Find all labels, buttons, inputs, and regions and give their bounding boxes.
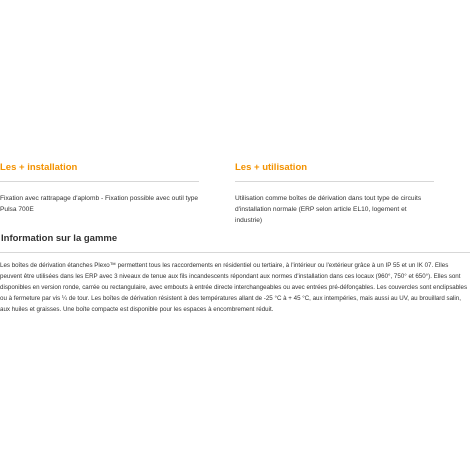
utilisation-title: Les + utilisation [235,162,308,173]
gamme-text: Les boîtes de dérivation étanches Plexo™ permettent tous les raccordements en résidentiel ou tertiaire, à l'intérieur ou l'extérieur grâce à un IP 55 et un IK 07. Elles peuvent être utilisées dans les ERP avec 3 niveaux de tenue aux fils incandescents répondant aux normes d'installation dans ces locaux (960°, 750° et 650°). Elles sont disponibles en version ronde, carrée ou rectangulaire, avec embouts à entrée directe interchangeables ou avec entrées pré-défonçables. Les couvercles sont enclipsables ou à fermeture par vis ¼ de tour. Les boîtes de dérivation résistent à des températures allant de -25 °C à + 45 °C, aux intempéries, mais aussi au UV, au brouillard salin, aux huiles et graisses. Une boîte compacte est disponible pour les espaces à encombrement réduit. [0,262,468,313]
gamme-title: Information sur la gamme [1,233,118,244]
gamme-divider [0,252,470,253]
gamme-section [0,232,470,321]
installation-text: Fixation avec rattrapage d'aplomb - Fixation possible avec outil type Pulsa 700E [0,195,199,213]
installation-section [0,161,199,222]
utilisation-section [235,161,434,233]
installation-title: Les + installation [0,162,78,173]
utilisation-divider [235,181,434,182]
installation-divider [0,181,199,182]
utilisation-text: Utilisation comme boîtes de dérivation dans tout type de circuits d'installation normale (ERP selon article EL10, logement et industrie) [235,195,422,224]
